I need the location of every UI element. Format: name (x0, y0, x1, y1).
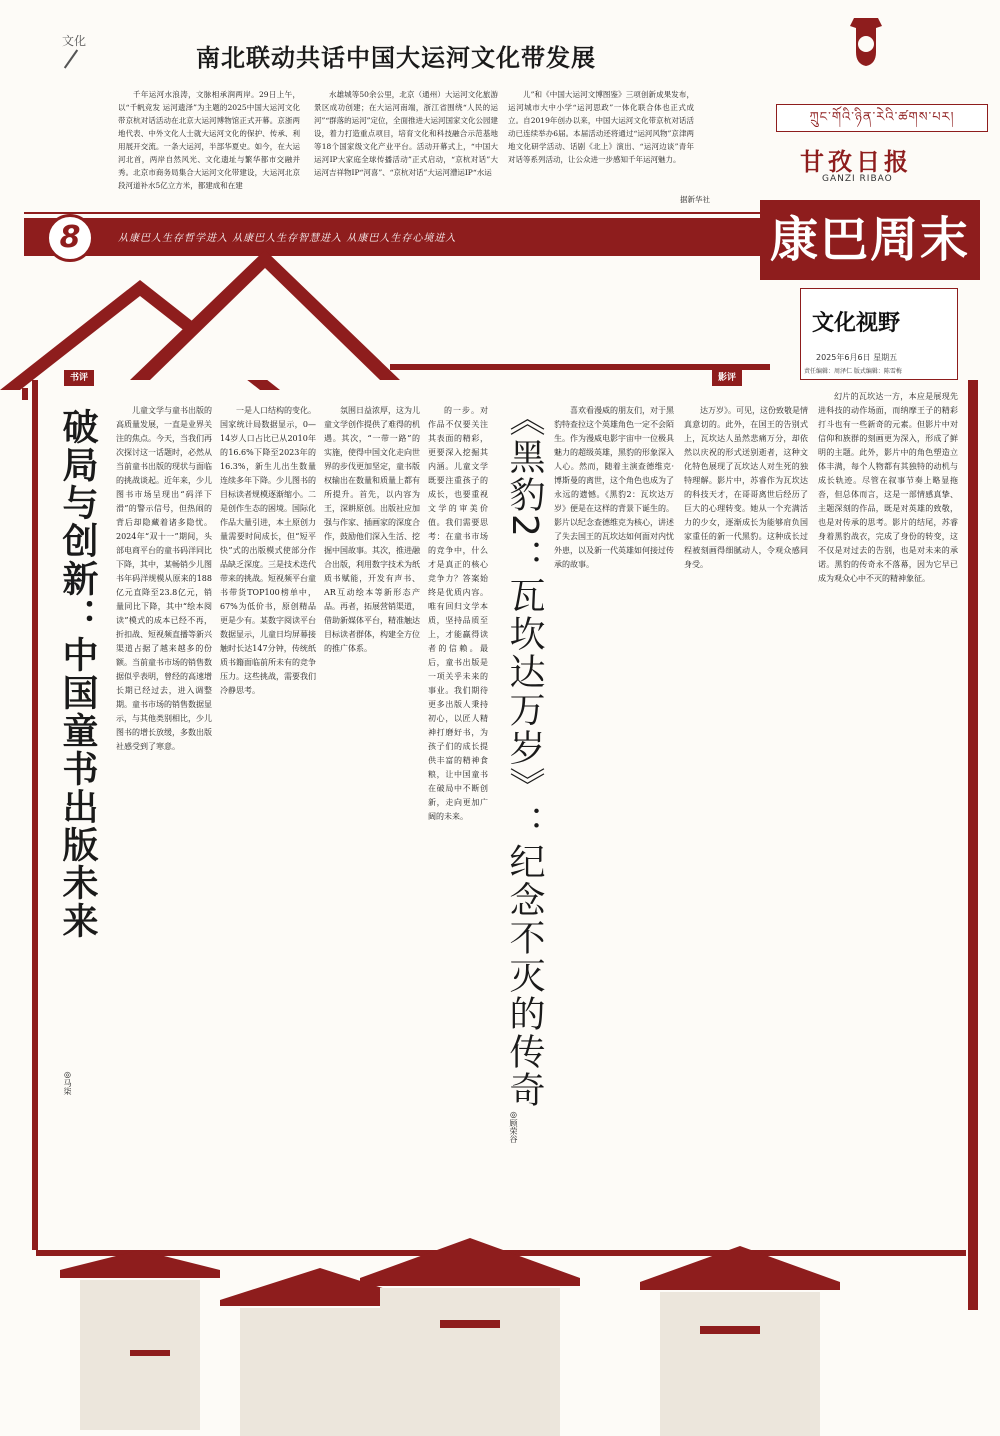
book-review-tag: 书评 (64, 370, 94, 386)
edition-name: 文化视野 (812, 311, 901, 336)
tibetan-title: ཀྲུང་གོའི་ཉིན་རེའི་ཚགས་པར། (776, 104, 988, 132)
article1-author: ◎马柒 (63, 1070, 72, 1095)
article2-title: 《黑豹2：瓦坎达万岁》：纪念不灭的传奇 (504, 400, 545, 1109)
top-column-2: 水雄城等50余公里，北京（通州）大运河文化旅游景区成功创建；在大运河南端，浙江省围绕“人民的运河”“群落的运河”定位，全面推进大运河国家文化公园建设，着力打造重点项目，培育文化和科技融合示范基地等18个国家级文化产业平台。活动开幕式上，“中国大运河IP大家庭全球传播活动”正式启动，“京杭对话”大运河吉祥物IP“河喜”、“京杭对话”大运河漕运IP“水运 (314, 90, 498, 177)
top-byline: 据新华社 (680, 195, 710, 204)
article1-title: 破局与创新：中国童书出版未来 (57, 408, 98, 940)
section-slash (64, 49, 78, 68)
article2-column-2: 达万岁》。可见，这份致敬是情真意切的。此外，在国王的告别式上，瓦坎达人虽然悲痛万分，却依然以庆祝的形式送别逝者，这种文化特色展现了瓦坎达人对生死的独特理解。影片中，苏睿作为瓦坎达的科技天才，在哥哥离世后经历了巨大的心理转变。她从一个充满活力的少女，逐渐成长为能够肩负国家重任的新一代黑豹。这种成长过程被刻画得细腻动人，令观众感同身受。 (684, 406, 808, 569)
article1-column-1: 儿童文学与童书出版的高质量发展，一直是业界关注的焦点。今天，当我们再次探讨这一话题时，必然从当前童书出版的现状与面临的挑战谈起。近年来，少儿图书市场呈现出“码洋下滑”的警示信号，但热闹的背后却隐藏着诸多隐忧。2024年“双十一”期间，头部电商平台的童书码洋同比下降，其中，某畅销少儿图书年码洋规模从原来的188亿元直降至23.8亿元，销量同比下降，其中“绘本阅读”模式的成本已经不再，折扣战、短视频直播等新兴渠道占据了越来越多的份额。当前童书市场的销售数据似乎表明，曾经的高速增长期已经过去，进入调整期。童书市场的销售数据显示，与其他类别相比，少儿图书的增长放缓，多数出版社感受到了寒意。 (116, 406, 212, 751)
film-review-tag: 影评 (712, 370, 742, 386)
right-frame (968, 380, 978, 1310)
section-label: 文化 (62, 34, 92, 60)
article2-author: ◎顾荣谷 (509, 1110, 518, 1143)
top-column-1: 千年运河水浪涛，文脉相承润两岸。29日上午，以“千帆竞发 运河遗泽”为主题的2025中国大运河文化带京杭对话活动在北京大运河博物馆正式开幕。京浙两地代表、中外文化人士就大运河文化的保护、传承、利用展开交流。一条大运河，半部华夏史。如今，在大运河北首，两岸自然风光、文化遗址与繁华都市交融并秀。北京市商务局集合大运河文化带建设，大运河北京段河道补水5亿立方米，都建成和在建 (118, 90, 300, 190)
issue-date: 2025年6月6日 星期五 (816, 353, 898, 362)
article1-column-4: 的一步。对作品不仅要关注其表面的精彩，更要深入挖掘其内涵。儿童文学既要注重孩子的成长，也要重视文学的审美价值。我们需要思考：在童书市场的竞争中，什么才是真正的核心竞争力？答案始终是优质内容。唯有回归文学本质，坚持品质至上，才能赢得读者的信赖。最后，童书出版是一项关乎未来的事业。我们期待更多出版人秉持初心，以匠人精神打磨好书，为孩子们的成长提供丰富的精神食粮，让中国童书在破局中不断创新，走向更加广阔的未来。 (428, 406, 488, 821)
top-column-3: 儿”和《中国大运河文博图鉴》三项创新成果发布，运河城市大中小学“运河思政”一体化联合体也正式成立。自2019年创办以来，中国大运河文化带京杭对话活动已连续举办6届。本届活动还将通过“运河风物”京津两地文化研学活动、话剧《北上》演出、“运河边谈”青年对话等系列活动，让公众进一步感知千年运河魅力。 (508, 90, 694, 164)
newspaper-seal-icon (836, 12, 896, 72)
top-headline: 南北联动共话中国大运河文化带发展 (196, 44, 596, 72)
article1-column-2: 一是人口结构的变化。国家统计局数据显示，0—14岁人口占比已从2010年的16.6%下降至2023年的16.3%，新生儿出生数量连续多年下降。少儿图书的目标读者规模逐渐缩小。二是创作生态的困境。国际化作品大量引进，本土原创力量需要时间成长，但“短平快”式的出版模式使部分作品缺乏深度。三是技术迭代带来的挑战。短视频平台童书带货TOP100榜单中，67%为低价书，原创精品更是少有。某数字阅读平台数据显示，儿童日均屏幕接触时长达147分钟，传统纸质书籍面临前所未有的竞争压力。这些挑战，需要我们冷静思考。 (220, 406, 316, 695)
band-line (24, 212, 784, 214)
band-slogan: 从康巴人生存哲学进入 从康巴人生存智慧进入 从康巴人生存心境进入 (118, 233, 457, 244)
bottom-architecture (0, 1210, 1000, 1436)
page-number: 8 (46, 214, 94, 262)
weekly-title: 康巴周末 (760, 200, 980, 280)
article2-column-1: 喜欢看漫威的朋友们，对于黑豹特查拉这个英雄角色一定不会陌生。作为漫威电影宇宙中一位极具魅力的超级英雄，黑豹的形象深入人心。然而，随着主演查德维克·博斯曼的离世，这个角色也成为了永远的遗憾。《黑豹2：瓦坎达万岁》便是在这样的背景下诞生的。影片以纪念查德维克为核心，讲述了失去国王的瓦坎达如何面对内忧外患，以及新一代英雄如何接过传承的故事。 (554, 406, 674, 569)
editor-credits: 责任编辑：周泽仁 版式编辑：陈雪梅 (804, 368, 902, 375)
paper-name: 甘孜日报 (800, 147, 912, 176)
article1-column-3: 氛围日益浓厚，这为儿童文学创作提供了难得的机遇。其次，“一带一路”的实施，使得中国文化走向世界的步伐更加坚定，童书版权输出在数量和质量上都有所提升。首先，以内容为王，深耕原创。出版社应加强与作家、插画家的深度合作，鼓励他们深入生活、挖掘中国故事。其次，推进融合出版，利用数字技术为纸质书赋能，开发有声书、AR互动绘本等新形态产品。再者，拓展营销渠道，借助新媒体平台，精准触达目标读者群体，构建全方位的推广体系。 (324, 406, 420, 653)
left-frame (32, 380, 38, 1250)
paper-pinyin: GANZI RIBAO (822, 174, 893, 184)
article2-column-3: 幻片的瓦坎达一方，本应是展现先进科技的动作场面，而纳摩王子的精彩打斗也有一些新奇的元素。但影片中对信仰和族群的刻画更为深入，形成了鲜明的主题。此外，影片中的角色塑造立体丰满，每个人物都有其独特的动机与成长轨迹。尽管在叙事节奏上略显拖沓，但总体而言，这是一部情感真挚、主题深刻的作品，既是对英雄的致敬，也是对传承的思考。影片的结尾，苏睿身着黑豹战衣，完成了身份的转变，这不仅是对过去的告别，也是对未来的承诺。黑豹的传奇永不落幕，因为它早已成为观众心中不灭的精神象征。 (818, 392, 958, 583)
